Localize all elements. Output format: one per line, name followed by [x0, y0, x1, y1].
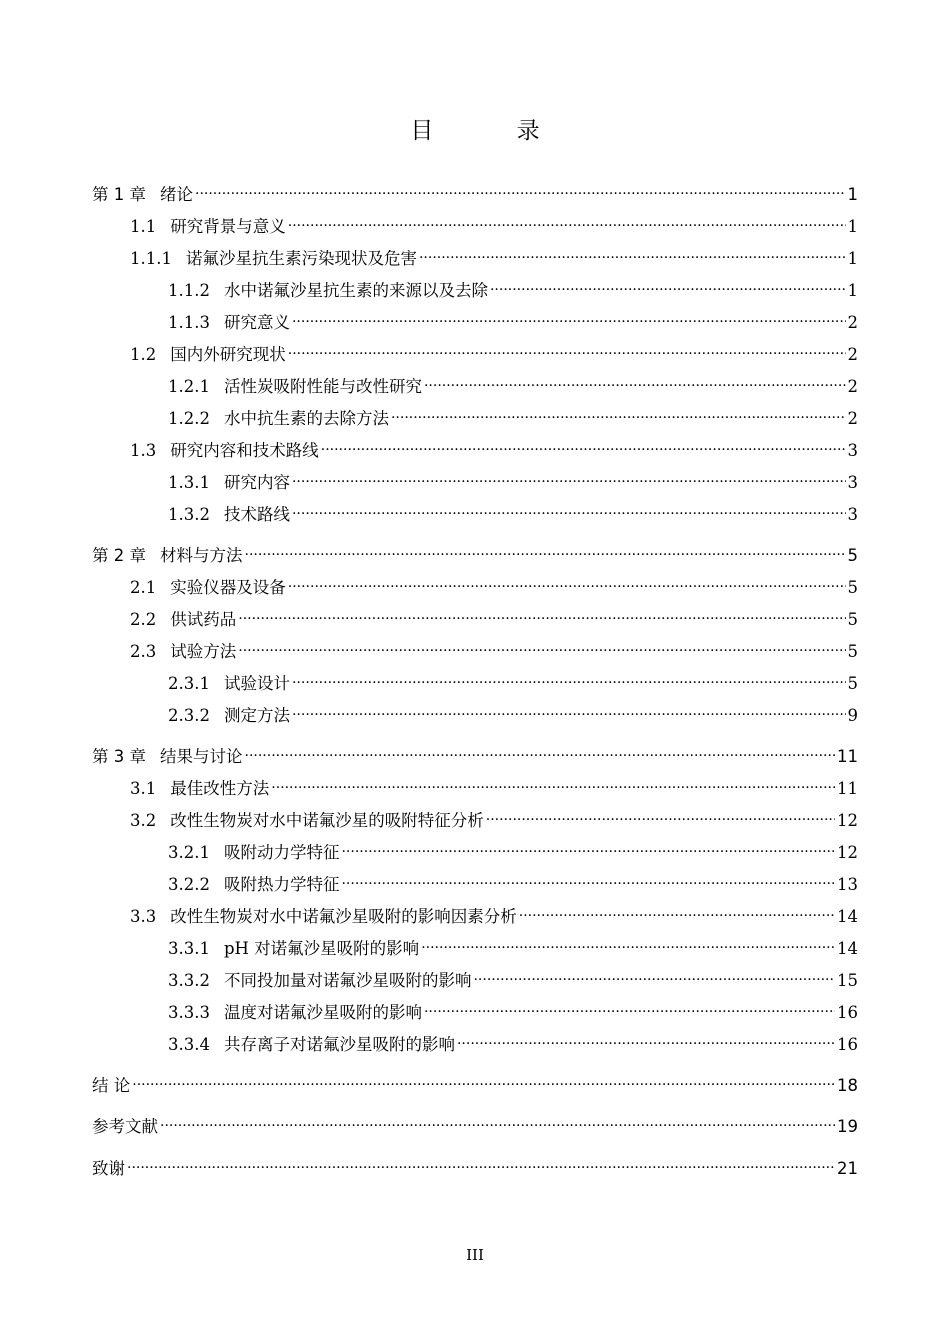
toc-entry-references[interactable]: 参考文献 ..... 19 [92, 1114, 858, 1139]
toc-entry-1-3-1[interactable]: 1.3.1 研究内容 ..... 3 [168, 470, 858, 495]
toc-title: 目 录 [410, 118, 578, 144]
toc-entry-1-2-1[interactable]: 1.2.1 活性炭吸附性能与改性研究 ..... 2 [168, 374, 858, 399]
toc-entry-3-3[interactable]: 3.3 改性生物炭对水中诺氟沙星吸附的影响因素分析 ..... 14 [130, 904, 858, 929]
page-number: III [466, 1246, 484, 1264]
toc-entry-3-2[interactable]: 3.2 改性生物炭对水中诺氟沙星的吸附特征分析 ..... 12 [130, 808, 858, 833]
toc-entry-3-3-2[interactable]: 3.3.2 不同投加量对诺氟沙星吸附的影响 ..... 15 [168, 968, 858, 993]
toc-entry-3-3-1[interactable]: 3.3.1 pH 对诺氟沙星吸附的影响 ..... 14 [168, 936, 858, 961]
toc-entry-1-1[interactable]: 1.1 研究背景与意义 ..... 1 [130, 214, 858, 239]
toc-entry-ch1[interactable]: 第 1 章 绪论 ..... 1 [92, 182, 858, 207]
toc-entry-2-2[interactable]: 2.2 供试药品 ..... 5 [130, 607, 858, 632]
toc-entry-2-3-1[interactable]: 2.3.1 试验设计 ..... 5 [168, 671, 858, 696]
toc-entry-acknowledgements[interactable]: 致谢 ..... 21 [92, 1156, 858, 1181]
toc-entry-ch2[interactable]: 第 2 章 材料与方法 ..... 5 [92, 543, 858, 568]
toc-entry-1-1-2[interactable]: 1.1.2 水中诺氟沙星抗生素的来源以及去除 ..... 1 [168, 278, 858, 303]
toc-entry-3-3-4[interactable]: 3.3.4 共存离子对诺氟沙星吸附的影响 ..... 16 [168, 1032, 858, 1057]
toc-entry-1-2-2[interactable]: 1.2.2 水中抗生素的去除方法 ..... 2 [168, 406, 858, 431]
toc-entry-3-2-2[interactable]: 3.2.2 吸附热力学特征 ..... 13 [168, 872, 858, 897]
toc-entry-1-2[interactable]: 1.2 国内外研究现状 ..... 2 [130, 342, 858, 367]
toc-entry-1-3-2[interactable]: 1.3.2 技术路线 ..... 3 [168, 502, 858, 527]
toc-entry-1-1-3[interactable]: 1.1.3 研究意义 ..... 2 [168, 310, 858, 335]
toc-entry-1-3[interactable]: 1.3 研究内容和技术路线 ..... 3 [130, 438, 858, 463]
toc-entry-3-2-1[interactable]: 3.2.1 吸附动力学特征 ..... 12 [168, 840, 858, 865]
toc-entry-1-1-1[interactable]: 1.1.1 诺氟沙星抗生素污染现状及危害 ..... 1 [130, 246, 858, 271]
toc-entry-2-3[interactable]: 2.3 试验方法 ..... 5 [130, 639, 858, 664]
toc-entry-3-1[interactable]: 3.1 最佳改性方法 ..... 11 [130, 776, 858, 801]
toc-entry-2-3-2[interactable]: 2.3.2 测定方法 ..... 9 [168, 703, 858, 728]
toc-entry-conclusion[interactable]: 结 论 ..... 18 [92, 1073, 858, 1098]
toc-entry-ch3[interactable]: 第 3 章 结果与讨论 ..... 11 [92, 744, 858, 769]
toc-entry-2-1[interactable]: 2.1 实验仪器及设备 ..... 5 [130, 575, 858, 600]
toc-entry-3-3-3[interactable]: 3.3.3 温度对诺氟沙星吸附的影响 ..... 16 [168, 1000, 858, 1025]
